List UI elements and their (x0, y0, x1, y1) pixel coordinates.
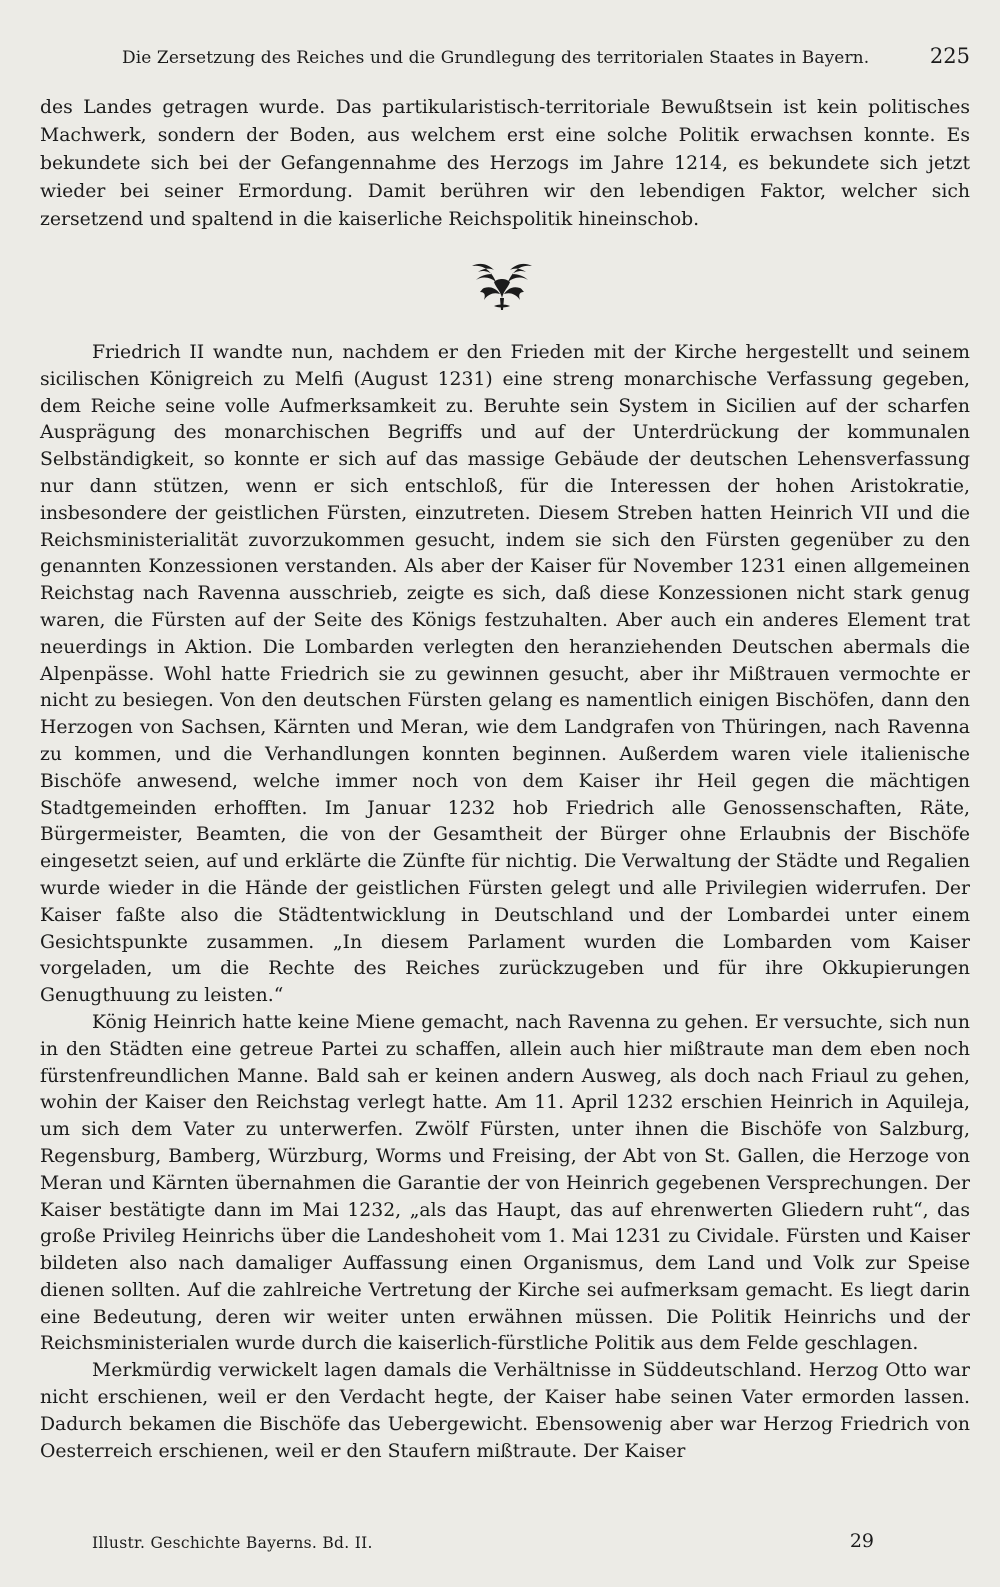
paragraph: König Heinrich hatte keine Miene gemacht, nach Ravenna zu gehen. Er versuchte, sich nun in den Städten eine getreue Partei zu schaffen, allein auch hier mißtraute man dem eben noch fürstenfreundlichen Manne. Bald sah er keinen andern Ausweg, als doch nach Friaul zu gehen, wohin der Kaiser den Reichstag verlegt hatte. Am 11. April 1232 erschien Heinrich in Aquileja, um sich dem Vater zu unterwerfen. Zwölf Fürsten, unter ihnen die Bischöfe von Salzburg, Regensburg, Bamberg, Würzburg, Worms und Freising, der Abt von St. Gallen, die Herzoge von Meran und Kärnten übernahmen die Garantie der von Heinrich gegebenen Versprechungen. Der Kaiser bestätigte dann im Mai 1232, „als das Haupt, das auf ehrenwerten Gliedern ruht“, das große Privileg Heinrichs über die Landeshoheit vom 1. Mai 1231 zu Cividale. Fürsten und Kaiser bildeten also nach damaliger Auffassung einen Organismus, dem Land und Volk zur Speise dienen sollten. Auf die zahlreiche Vertretung der Kirche sei aufmerksam gemacht. Es liegt darin eine Bedeutung, deren wir weiter unten erwähnen müssen. Die Politik Heinrichs und der Reichsministerialen wurde durch die kaiserlich-fürstliche Politik aus dem Felde geschlagen. (40, 1011, 970, 1355)
sheet-number: 29 (849, 1530, 874, 1552)
page-number: 225 (929, 44, 970, 68)
signature-line: Illustr. Geschichte Bayerns. Bd. II. (92, 1534, 373, 1552)
paragraph: Friedrich II wandte nun, nachdem er den Frieden mit der Kirche hergestellt und seinem sicilischen Königreich zu Melfi (August 1231) eine streng monarchische Verfassung gegeben, dem Reiche seine volle Aufmerksamkeit zu. Beruhte sein System in Sicilien auf der scharfen Ausprägung des monarchischen Begriffs und auf der Unterdrückung der kommunalen Selbständigkeit, so konnte er sich auf das massige Gebäude der deutschen Lehensverfassung nur dann stützen, wenn er sich entschloß, für die Interessen der hohen Aristokratie, insbesondere der geistlichen Fürsten, einzutreten. Diesem Streben hatten Heinrich VII und die Reichsministerialität zuvorzukommen gesucht, indem sie sich den Fürsten gegenüber zu den genannten Konzessionen verstanden. Als aber der Kaiser für November 1231 einen allgemeinen Reichstag nach Ravenna ausschrieb, zeigte es sich, daß diese Konzessionen nicht stark genug waren, die Fürsten auf der Seite des Königs festzuhalten. Aber auch ein anderes Element trat neuerdings in Aktion. Die Lombarden verlegten den heranziehenden Deutschen abermals die Alpenpässe. Wohl hatte Friedrich sie zu gewinnen gesucht, aber ihr Mißtrauen vermochte er nicht zu besiegen. Von den deutschen Fürsten gelang es namentlich einigen Bischöfen, dann den Herzogen von Sachsen, Kärnten und Meran, wie dem Landgrafen von Thüringen, nach Ravenna zu kommen, und die Verhandlungen konnten beginnen. Außerdem waren viele italienische Bischöfe anwesend, welche immer noch von dem Kaiser ihr Heil gegen die mächtigen Stadtgemeinden erhofften. Im Januar 1232 hob Friedrich alle Genossenschaften, Räte, Bürgermeister, Beamten, die von der Gesamtheit der Bürger ohne Erlaubnis der Bischöfe eingesetzt seien, auf und erklärte die Zünfte für nichtig. Die Verwaltung der Städte und Regalien wurde wieder in die Hände der geistlichen Fürsten gelegt und alle Privilegien widerrufen. Der Kaiser faßte also die Städtentwicklung in Deutschland und der Lombardei unter einem Gesichtspunkte zusammen. „In diesem Parlament wurden die Lombarden vom Kaiser vorgeladen, um die Rechte des Reiches zurückzugeben und für ihre Okkupierungen Genugthuung zu leisten.“ (40, 342, 970, 1007)
paragraph: des Landes getragen wurde. Das partikularistisch-territoriale Bewußtsein ist kein politisches Machwerk, sondern der Boden, aus welchem erst eine solche Politik erwachsen konnte. Es bekundete sich bei der Gefangennahme des Herzogs im Jahre 1214, es bekundete sich jetzt wieder bei seiner Ermordung. Damit berühren wir den lebendigen Faktor, welcher sich zersetzend und spaltend in die kaiserliche Reichspolitik hineinschob. (40, 97, 970, 230)
paragraph-block-1 (40, 94, 970, 234)
paragraph-block-2 (40, 340, 970, 1465)
running-head (40, 44, 970, 78)
running-title: Die Zersetzung des Reiches und die Grundlegung des territorialen Staates in Bayern. (122, 48, 870, 68)
page-footer (92, 1530, 874, 1556)
floral-vignette-icon (470, 258, 534, 314)
paragraph: Merkmürdig verwickelt lagen damals die Verhältnisse in Süddeutschland. Herzog Otto war nicht erschienen, weil er den Verdacht hegte, der Kaiser habe seinen Vater ermorden lassen. Dadurch bekamen die Bischöfe das Uebergewicht. Ebensowenig aber war Herzog Friedrich von Oesterreich erschienen, weil er den Staufern mißtraute. Der Kaiser (40, 1360, 970, 1462)
